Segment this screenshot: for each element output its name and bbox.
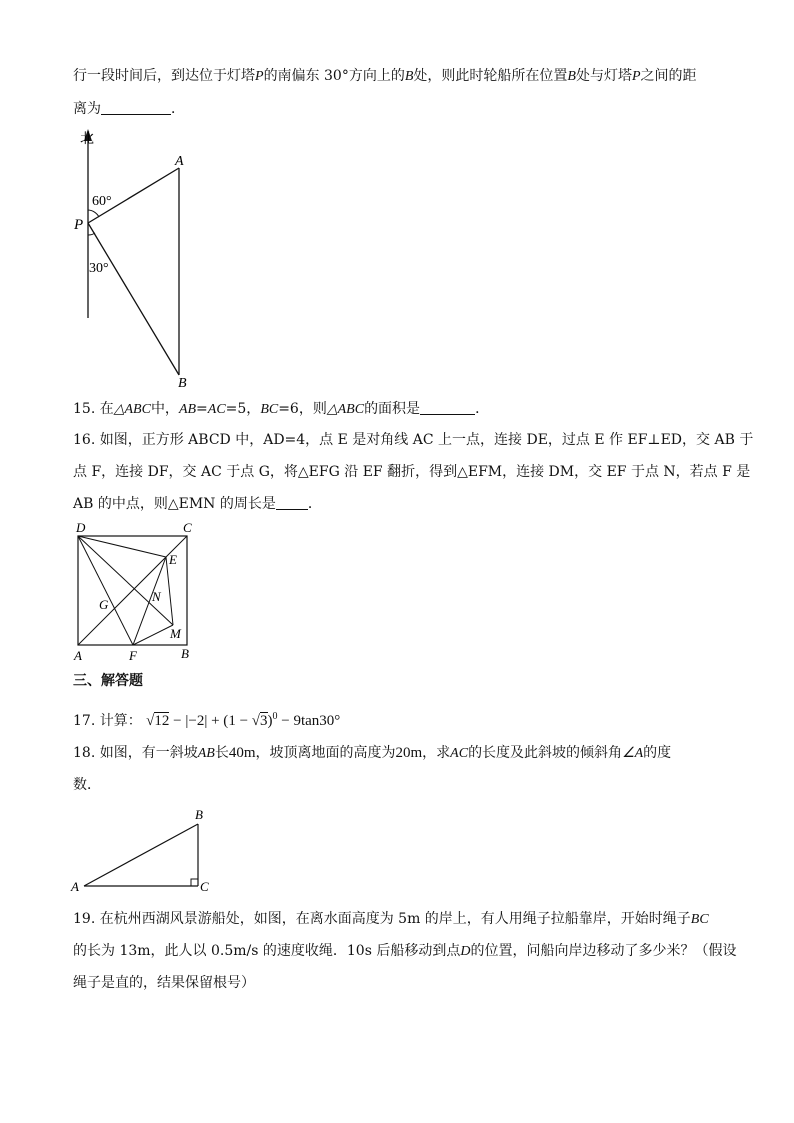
q15-text: 中， xyxy=(150,401,179,417)
q14-line1 xyxy=(73,66,697,87)
answer-blank[interactable] xyxy=(276,495,308,510)
answer-blank[interactable] xyxy=(101,100,171,115)
q16-text: AB 的中点，则△EMN 的周长是 xyxy=(73,496,276,512)
q15-text: 15. 在 xyxy=(73,401,114,417)
point-b-label: B xyxy=(181,646,189,661)
triangle-abc: △ABC xyxy=(113,402,151,417)
point-a-label: A xyxy=(74,648,82,663)
seg-ac: AC xyxy=(207,402,226,417)
q17-tail: − 9tan30° xyxy=(281,713,341,729)
q16-line3 xyxy=(73,494,322,514)
north-label: 北 xyxy=(80,132,94,147)
q14-text: ． xyxy=(171,101,185,117)
q15-text: =5， xyxy=(225,401,261,417)
q17-text: 17. 计算： xyxy=(73,713,142,729)
point-c-label: C xyxy=(200,879,209,894)
var-p: P xyxy=(255,69,264,84)
seg-bc: BC xyxy=(690,912,709,927)
q16-text: ． xyxy=(307,496,322,512)
q17-expression: $√12 - |-2| + (1 - √3)^0 - 9\tan 30^\circ$ xyxy=(146,711,341,729)
q18-text: 18. 如图，有一斜坡 xyxy=(73,745,198,761)
q17-line xyxy=(73,706,340,732)
q19-line1 xyxy=(73,909,709,930)
point-c-label: C xyxy=(183,520,192,535)
q14-text: 的南偏东 30°方向上的 xyxy=(263,68,405,84)
q15-text: = xyxy=(196,401,208,417)
point-a-label: A xyxy=(175,154,184,169)
point-b-label: B xyxy=(195,807,203,822)
var-b: B xyxy=(404,69,414,84)
q19-text: 的位置，问船向岸边移动了多少米？（假设 xyxy=(470,943,737,959)
point-f-label: F xyxy=(129,648,137,663)
var-b: B xyxy=(567,69,576,84)
seg-ac: AC xyxy=(450,746,469,761)
point-g-label: G xyxy=(99,597,109,612)
angle-60-label: 60° xyxy=(92,194,112,209)
q18-text: 长 xyxy=(214,745,229,761)
length-value: 40m xyxy=(228,745,256,761)
slope-figure xyxy=(68,805,218,897)
seg-bc: BC xyxy=(260,402,279,417)
q15-text: ． xyxy=(475,401,490,417)
q14-text: 离为 xyxy=(73,101,101,117)
point-e-label: E xyxy=(169,552,177,567)
q15-text: =6，则 xyxy=(278,401,327,417)
one: 1 xyxy=(228,713,236,729)
exponent: 0 xyxy=(272,711,278,722)
q15-line xyxy=(73,399,489,420)
sqrt-arg: 12 xyxy=(154,713,170,729)
q14-text: 处，则此时轮船所在位置 xyxy=(413,68,568,84)
q14-text: 行一段时间后，到达位于灯塔 xyxy=(73,68,255,84)
point-d-label: D xyxy=(76,520,86,535)
section-title: 三、解答题 xyxy=(73,673,143,689)
square-figure xyxy=(70,518,205,663)
seg-ab: AB xyxy=(197,746,215,761)
point-p-label: P xyxy=(74,217,84,233)
q19-line2 xyxy=(73,941,736,962)
q19-text: 19. 在杭州西湖风景游船处，如图，在离水面高度为 5m 的岸上，有人用绳子拉船靠岸，开始时绳子 xyxy=(73,911,691,927)
q16-line1: 16. 如图，正方形 ABCD 中，AD=4，点 E 是对角线 AC 上一点，连接 DE，过点 E 作 EF⊥ED，交 AB 于 xyxy=(73,432,754,448)
q18-text: ，求 xyxy=(422,745,451,761)
seg-ab: AB xyxy=(178,402,197,417)
q19-text: 的长为 13m，此人以 0.5m/s 的速度收绳．10s 后船移动到点 xyxy=(73,943,461,959)
q18-line1 xyxy=(73,743,671,764)
q18-line2: 数． xyxy=(73,777,101,793)
angle-30-label: 30° xyxy=(89,261,109,276)
triangle-abc: △ABC xyxy=(326,402,365,417)
q14-line2 xyxy=(73,99,185,119)
answer-blank[interactable] xyxy=(420,400,475,415)
q14-text: 之间的距 xyxy=(640,68,697,84)
q18-text: ，坡顶离地面的高度为 xyxy=(255,745,396,761)
angle-a: ∠A xyxy=(622,746,644,761)
var-p: P xyxy=(631,69,641,84)
point-m-label: M xyxy=(170,626,181,641)
abs-value: −2 xyxy=(188,713,205,729)
q19-line3: 绳子是直的，结果保留根号） xyxy=(73,975,255,991)
q18-text: 的长度及此斜坡的倾斜角 xyxy=(468,745,623,761)
q16-line2: 点 F，连接 DF，交 AC 于点 G，将△EFG 沿 EF 翻折，得到△EFM，连接 DM，交 EF 于点 N，若点 F 是 xyxy=(73,464,751,480)
q15-text: 的面积是 xyxy=(364,401,421,417)
q14-text: 处与灯塔 xyxy=(575,68,632,84)
lighthouse-figure xyxy=(60,125,200,395)
point-a-label: A xyxy=(71,879,79,894)
q18-text: 的度 xyxy=(643,745,672,761)
point-n-label: N xyxy=(152,589,161,604)
height-value: 20m xyxy=(395,745,423,761)
point-b-label: B xyxy=(178,376,187,391)
sqrt3-arg: 3 xyxy=(260,713,268,729)
point-d: D xyxy=(460,944,471,959)
